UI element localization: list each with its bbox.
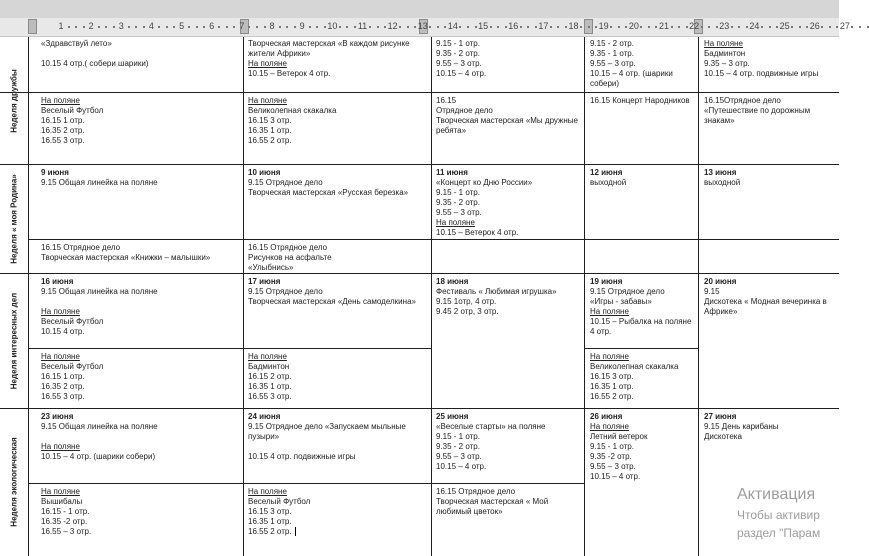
cell-text-line: 16.15 Отрядное дело (436, 487, 516, 496)
cell-text-line: На поляне (248, 96, 287, 105)
horizontal-ruler[interactable] (0, 18, 850, 37)
ruler-number: 16 (508, 21, 519, 31)
cell-text-line: 10.15 – 4 отр. (шарики собери) (41, 452, 156, 461)
title-bar-strip (0, 0, 839, 18)
cell-text-line: Великолепная скакалка (248, 106, 337, 115)
week-label: Неделя « моя Родина» (9, 173, 19, 264)
cell-text-line: 16.55 2 отр. (248, 527, 292, 536)
ruler-tick (248, 26, 250, 28)
schedule-cell[interactable] (704, 166, 839, 188)
cell-text-line: 10.15 – 4 отр. (436, 69, 487, 78)
ruler-number: 19 (598, 21, 609, 31)
cell-text-line: 16.35 2 отр. (41, 382, 85, 391)
table-row-divider (584, 348, 698, 349)
ruler-tick (316, 26, 318, 28)
cell-text-line: 16.15 - 1 отр. (41, 507, 90, 516)
ruler-number: 2 (88, 21, 94, 31)
ruler-number: 21 (658, 21, 669, 31)
schedule-cell[interactable] (704, 275, 839, 317)
cell-text-line: Веселый Футбол (41, 317, 104, 326)
cell-text-line: 16.15 Отрядное дело (41, 243, 121, 252)
cell-text-line: 16.35 1 отр. (248, 517, 292, 526)
week-label-cell (0, 37, 28, 164)
cell-text-line: 18 июня (436, 277, 469, 286)
ruler-tick (791, 26, 793, 28)
ruler-number: 13 (417, 21, 428, 31)
schedule-cell[interactable] (590, 485, 694, 487)
ruler-number: 22 (689, 21, 700, 31)
cell-text-line: 16.55 3 отр. (41, 136, 85, 145)
cell-text-line: 9.55 – 3 отр. (436, 452, 482, 461)
cell-text-line: На поляне (590, 307, 629, 316)
cell-text-line: 16 июня (41, 277, 74, 286)
table-column-divider (243, 37, 244, 556)
cell-text-line: На поляне (704, 39, 743, 48)
schedule-cell[interactable] (436, 410, 580, 472)
cell-text-line: На поляне (41, 352, 80, 361)
cell-text-line: 10.15 – 4 отр. подвижные игры (704, 69, 819, 78)
cell-text-line: 4 отр. (590, 327, 612, 336)
cell-text-line: 9.15 - 1 отр. (436, 39, 480, 48)
ruler-number: 17 (538, 21, 549, 31)
windows-activation-watermark (737, 485, 820, 541)
cell-text-line: 10.15 – Ветерок 4 отр. (248, 69, 331, 78)
schedule-cell[interactable] (436, 241, 580, 243)
cell-text-line: Отрядное дело (436, 106, 493, 115)
cell-text-line: На поляне (41, 307, 80, 316)
ruler-number: 15 (478, 21, 489, 31)
cell-text-line: 10.15 4 отр. подвижные игры (248, 452, 356, 461)
ruler-tick (98, 26, 100, 28)
ruler-tick (648, 26, 650, 28)
ruler-number: 24 (749, 21, 760, 31)
ruler-tick (166, 26, 168, 28)
cell-text-line: 10.15 4 отр.( собери шарики) (41, 59, 149, 68)
cell-text-line: 16.35 2 отр. (41, 126, 85, 135)
cell-text-line: 10.15 4 отр. (41, 327, 85, 336)
table-row-divider (0, 408, 839, 409)
watermark-line: раздел "Парам (737, 526, 821, 540)
table-row-divider (0, 273, 839, 274)
week-label-cell (0, 408, 28, 556)
cell-text-line: Фестиваль « Любимая игрушка» (436, 287, 557, 296)
cell-text-line: 9.15 - 2 отр. (590, 39, 634, 48)
cell-text-line (41, 432, 239, 442)
cell-text-line: На поляне (248, 59, 287, 68)
cell-text-line: На поляне (248, 487, 287, 496)
cell-text-line: собери) (590, 79, 620, 88)
cell-text-line: 16.15 3 отр. (590, 372, 634, 381)
cell-text-line (41, 297, 239, 307)
ruler-tick (640, 26, 642, 28)
cell-text-line: На поляне (590, 422, 629, 431)
table-row-divider (0, 164, 839, 165)
ruler-tick (859, 26, 861, 28)
cell-text-line: 10 июня (248, 168, 281, 177)
ruler-number: 9 (299, 21, 305, 31)
cell-text-line: 16.15 1 отр. (41, 116, 85, 125)
ruler-number: 27 (839, 21, 850, 31)
schedule-cell[interactable] (248, 485, 428, 537)
cell-text-line: 16.15 2 отр. (248, 372, 292, 381)
schedule-cell[interactable] (590, 241, 694, 243)
cell-text-line: выходной (590, 178, 627, 187)
cell-text-line: 10.15 – 4 отр. (шарики (590, 69, 673, 78)
cell-text-line: Веселый Футбол (41, 106, 104, 115)
cell-text-line: знакам» (704, 116, 735, 125)
ruler-tick (618, 26, 620, 28)
schedule-cell[interactable] (590, 166, 694, 188)
schedule-cell[interactable] (704, 350, 839, 352)
ruler-tick (731, 26, 733, 28)
ruler-number: 1 (58, 21, 64, 31)
cell-text-line: 9.35 - 1 отр. (590, 49, 634, 58)
cell-text-line: Творческая мастерская «День самоделкина» (248, 297, 416, 306)
ruler-tick (309, 26, 311, 28)
schedule-cell[interactable] (248, 410, 428, 462)
schedule-cell[interactable] (436, 94, 580, 136)
schedule-cell[interactable] (248, 37, 428, 79)
cell-text-line: «Игры - забавы» (590, 297, 652, 306)
ruler-tick (135, 26, 137, 28)
cell-text-line: 16.35 1 отр. (590, 382, 634, 391)
ruler-number: 6 (209, 21, 215, 31)
cell-text-line: 9.15 Общая линейка на поляне (41, 422, 158, 431)
cell-text-line: 9.15 Общая линейка на поляне (41, 178, 158, 187)
ruler-number: 5 (179, 21, 185, 31)
ruler-tick (459, 26, 461, 28)
cell-text-line: 27 июня (704, 412, 737, 421)
ruler-tick (761, 26, 763, 28)
ruler-number: 18 (568, 21, 579, 31)
cell-text-line: 11 июня (436, 168, 468, 177)
ruler-tick (738, 26, 740, 28)
ruler-tick (196, 26, 198, 28)
schedule-cell[interactable] (248, 166, 428, 198)
cell-text-line: 10.15 – Рыбалка на поляне (590, 317, 692, 326)
table-column-divider (584, 37, 585, 556)
ruler-left-indent-marker[interactable] (28, 19, 37, 34)
schedule-cell[interactable] (436, 275, 580, 317)
cell-text-line: ребята» (436, 126, 467, 135)
cell-text-line: 16.15Отрядное дело (704, 96, 781, 105)
cell-text-line: «Здравствуй лето» (41, 39, 112, 48)
cell-text-line: 9.35 - 2 отр. (436, 49, 480, 58)
ruler-number: 23 (719, 21, 730, 31)
schedule-cell[interactable] (248, 241, 428, 273)
cell-text-line: 25 июня (436, 412, 469, 421)
cell-text-line: Вышибалы (41, 497, 83, 506)
schedule-cell[interactable] (248, 350, 428, 402)
cell-text-line: Бадминтон (704, 49, 746, 58)
cell-text-line: 16.35 1 отр. (248, 126, 292, 135)
ruler-tick (346, 26, 348, 28)
cell-text-line: Летний ветерок (590, 432, 648, 441)
schedule-cell[interactable] (704, 241, 839, 243)
ruler-number: 11 (357, 21, 368, 31)
cell-text-line: 9.15 Отрядное дело (248, 178, 323, 187)
schedule-cell[interactable] (590, 275, 694, 337)
schedule-cell[interactable] (41, 275, 239, 337)
cell-text-line: 16.15 Отрядное дело (248, 243, 328, 252)
schedule-cell[interactable] (590, 94, 694, 106)
ruler-number: 4 (148, 21, 154, 31)
cell-text-line: На поляне (41, 442, 80, 451)
ruler-tick (158, 26, 160, 28)
ruler-tick (708, 26, 710, 28)
cell-text-line: 9 июня (41, 168, 69, 177)
ruler-number: 12 (387, 21, 398, 31)
schedule-cell[interactable] (248, 94, 428, 146)
cell-text-line: Бадминтон (248, 362, 290, 371)
cell-text-line: На поляне (41, 96, 80, 105)
cell-text-line: 9.45 2 отр, 3 отр. (436, 307, 499, 316)
cell-text-line: 9.15 День карибаны (704, 422, 779, 431)
cell-text-line: 9.35 - 2 отр. (436, 198, 480, 207)
ruler-tick (467, 26, 469, 28)
cell-text-line: На поляне (590, 352, 629, 361)
cell-text-line: 16.55 2 отр. (590, 392, 634, 401)
cell-text-line: Дискотека « Модная вечеринка в (704, 297, 827, 306)
cell-text-line: 17 июня (248, 277, 281, 286)
text-cursor (295, 527, 296, 536)
ruler-tick (369, 26, 371, 28)
cell-text-line: 9.15 Отрядное дело (248, 287, 323, 296)
cell-text-line: 12 июня (590, 168, 623, 177)
schedule-cell[interactable] (590, 350, 694, 402)
cell-text-line: 9.55 – 3 отр. (590, 462, 636, 471)
cell-text-line: 9.15 - 1 отр. (590, 442, 634, 451)
cell-text-line: 24 июня (248, 412, 281, 421)
ruler-tick (550, 26, 552, 28)
ruler-tick (256, 26, 258, 28)
cell-text-line: 16.15 3 отр. (248, 507, 292, 516)
cell-text-line (248, 442, 428, 452)
cell-text-line: 16.55 3 отр. (248, 392, 292, 401)
cell-text-line: 16.15 3 отр. (248, 116, 292, 125)
schedule-cell[interactable] (41, 241, 239, 263)
cell-text-line: 16.55 – 3 отр. (41, 527, 92, 536)
ruler-tick (851, 26, 853, 28)
ruler-number: 26 (809, 21, 820, 31)
cell-text-line: На поляне (436, 218, 475, 227)
cell-text-line: Творческая мастерская «Мы дружные (436, 116, 578, 125)
table-row-divider (28, 348, 432, 349)
ruler-tick (407, 26, 409, 28)
ruler-tick (226, 26, 228, 28)
cell-text-line: На поляне (41, 487, 80, 496)
schedule-cell[interactable] (41, 410, 239, 462)
ruler-tick (128, 26, 130, 28)
cell-text-line: 16.15 1 отр. (41, 372, 85, 381)
cell-text-line: 9.15 (704, 287, 720, 296)
ruler-number: 8 (269, 21, 275, 31)
ruler-tick (557, 26, 559, 28)
schedule-cell[interactable] (590, 410, 694, 482)
cell-text-line: На поляне (248, 352, 287, 361)
ruler-number: 7 (239, 21, 245, 31)
table-row-divider (0, 92, 839, 93)
ruler-tick (497, 26, 499, 28)
ruler-number: 25 (779, 21, 790, 31)
ruler-tick (188, 26, 190, 28)
ruler-tick (769, 26, 771, 28)
document-page[interactable] (0, 37, 839, 556)
cell-text-line: жители Африки» (248, 49, 311, 58)
table-column-divider (28, 37, 29, 556)
schedule-cell[interactable] (248, 275, 428, 307)
ruler-tick (399, 26, 401, 28)
cell-text-line: 10.15 – 4 отр. (436, 462, 487, 471)
ruler-tick (279, 26, 281, 28)
ruler-tick (75, 26, 77, 28)
ruler-number: 14 (447, 21, 458, 31)
watermark-title: Активация (737, 486, 816, 503)
cell-text-line: Дискотека (704, 432, 742, 441)
cell-text-line: 9.15 Отрядное дело (590, 287, 665, 296)
ruler-tick (437, 26, 439, 28)
ruler-tick (520, 26, 522, 28)
cell-text-line: Африке» (704, 307, 738, 316)
schedule-cell[interactable] (436, 350, 580, 352)
cell-text-line: 9.15 - 1 отр. (436, 432, 480, 441)
cell-text-line: «Путешествие по дорожным (704, 106, 811, 115)
ruler-tick (829, 26, 831, 28)
cell-text-line: Рисунков на асфальте (248, 253, 332, 262)
cell-text-line: Творческая мастерская «В каждом рисунке (248, 39, 410, 48)
cell-text-line: 9.55 – 3 отр. (590, 59, 636, 68)
ruler-tick (678, 26, 680, 28)
cell-text-line: 9.35 -2 отр. (590, 452, 632, 461)
cell-text-line: 16.15 Концерт Народников (590, 96, 690, 105)
cell-text-line: 20 июня (704, 277, 737, 286)
ruler-number: 3 (118, 21, 124, 31)
cell-text-line: «Концерт ко Дню России» (436, 178, 533, 187)
cell-text-line: 26 июня (590, 412, 623, 421)
table-column-divider (698, 37, 699, 556)
cell-text-line: 9.35 – 3 отр. (704, 59, 750, 68)
cell-text-line: «Улыбнись» (248, 263, 294, 272)
cell-text-line: 23 июня (41, 412, 74, 421)
ruler-tick (799, 26, 801, 28)
week-label: Неделя интересных дел (9, 292, 19, 389)
schedule-cell[interactable] (41, 94, 239, 146)
cell-text-line: Веселый Футбол (41, 362, 104, 371)
table-column-divider (431, 37, 432, 556)
cell-text-line: Веселый Футбол (248, 497, 311, 506)
ruler-tick (580, 26, 582, 28)
ruler-tick (610, 26, 612, 28)
watermark-line: Чтобы активир (737, 508, 820, 522)
ruler-number: 20 (628, 21, 639, 31)
ruler-tick (867, 26, 869, 28)
schedule-cell[interactable] (590, 37, 694, 89)
ruler-tick (68, 26, 70, 28)
cell-text-line: 9.55 – 3 отр. (436, 208, 482, 217)
ruler-tick (671, 26, 673, 28)
cell-text-line: Великолепная скакалка (590, 362, 679, 371)
ruler-tick (339, 26, 341, 28)
cell-text-line: 16.35 -2 отр. (41, 517, 88, 526)
ruler-tick (429, 26, 431, 28)
cell-text-line: Творческая мастерская « Мой (436, 497, 549, 506)
cell-text-line: 19 июня (590, 277, 623, 286)
cell-text-line: 9.15 - 1 отр. (436, 188, 480, 197)
cell-text-line (41, 49, 239, 59)
cell-text-line: 9.15 1отр, 4 отр. (436, 297, 497, 306)
week-label-cell (0, 164, 28, 273)
cell-text-line: пузыри» (248, 432, 280, 441)
cell-text-line: «Веселые старты» на поляне (436, 422, 546, 431)
week-label: Неделя дружбы (9, 68, 19, 133)
schedule-cell[interactable] (41, 37, 239, 69)
ruler-tick (527, 26, 529, 28)
week-label-cell (0, 273, 28, 408)
schedule-cell[interactable] (436, 166, 580, 238)
schedule-cell[interactable] (436, 37, 580, 79)
ruler-tick (490, 26, 492, 28)
schedule-cell[interactable] (704, 37, 839, 79)
schedule-cell[interactable] (41, 485, 239, 537)
ruler-tick (821, 26, 823, 28)
cell-text-line: 10.15 – 4 отр. (590, 472, 641, 481)
cell-text-line: 16.55 3 отр. (41, 392, 85, 401)
week-label: Неделя экологическая (9, 437, 19, 527)
ruler-tick (286, 26, 288, 28)
cell-text-line: 13 июня (704, 168, 737, 177)
cell-text-line: 9.15 Общая линейка на поляне (41, 287, 158, 296)
cell-text-line: 9.55 – 3 отр. (436, 59, 482, 68)
schedule-cell[interactable] (41, 350, 239, 402)
ruler-tick (588, 26, 590, 28)
schedule-cell[interactable] (704, 94, 839, 126)
schedule-cell[interactable] (436, 485, 580, 517)
ruler-number: 10 (327, 21, 338, 31)
ruler-tick (105, 26, 107, 28)
ruler-tick (701, 26, 703, 28)
cell-text-line: 9.35 - 2 отр. (436, 442, 480, 451)
cell-text-line: выходной (704, 178, 741, 187)
schedule-cell[interactable] (704, 410, 839, 442)
cell-text-line: Творческая мастерская «Книжки – малышки» (41, 253, 211, 262)
cell-text-line: 10.15 – Ветерок 4 отр. (436, 228, 519, 237)
cell-text-line: 16.15 (436, 96, 457, 105)
cell-text-line: 16.35 1 отр. (248, 382, 292, 391)
cell-text-line: Творческая мастерская «Русская березка» (248, 188, 409, 197)
cell-text-line: 9.15 Отрядное дело «Запускаем мыльные (248, 422, 406, 431)
cell-text-line: 16.55 2 отр. (248, 136, 292, 145)
table-row-divider (28, 239, 839, 240)
schedule-cell[interactable] (41, 166, 239, 188)
cell-text-line: любимый цветок» (436, 507, 503, 516)
ruler-tick (218, 26, 220, 28)
table-row-divider (28, 483, 584, 484)
ruler-tick (377, 26, 379, 28)
